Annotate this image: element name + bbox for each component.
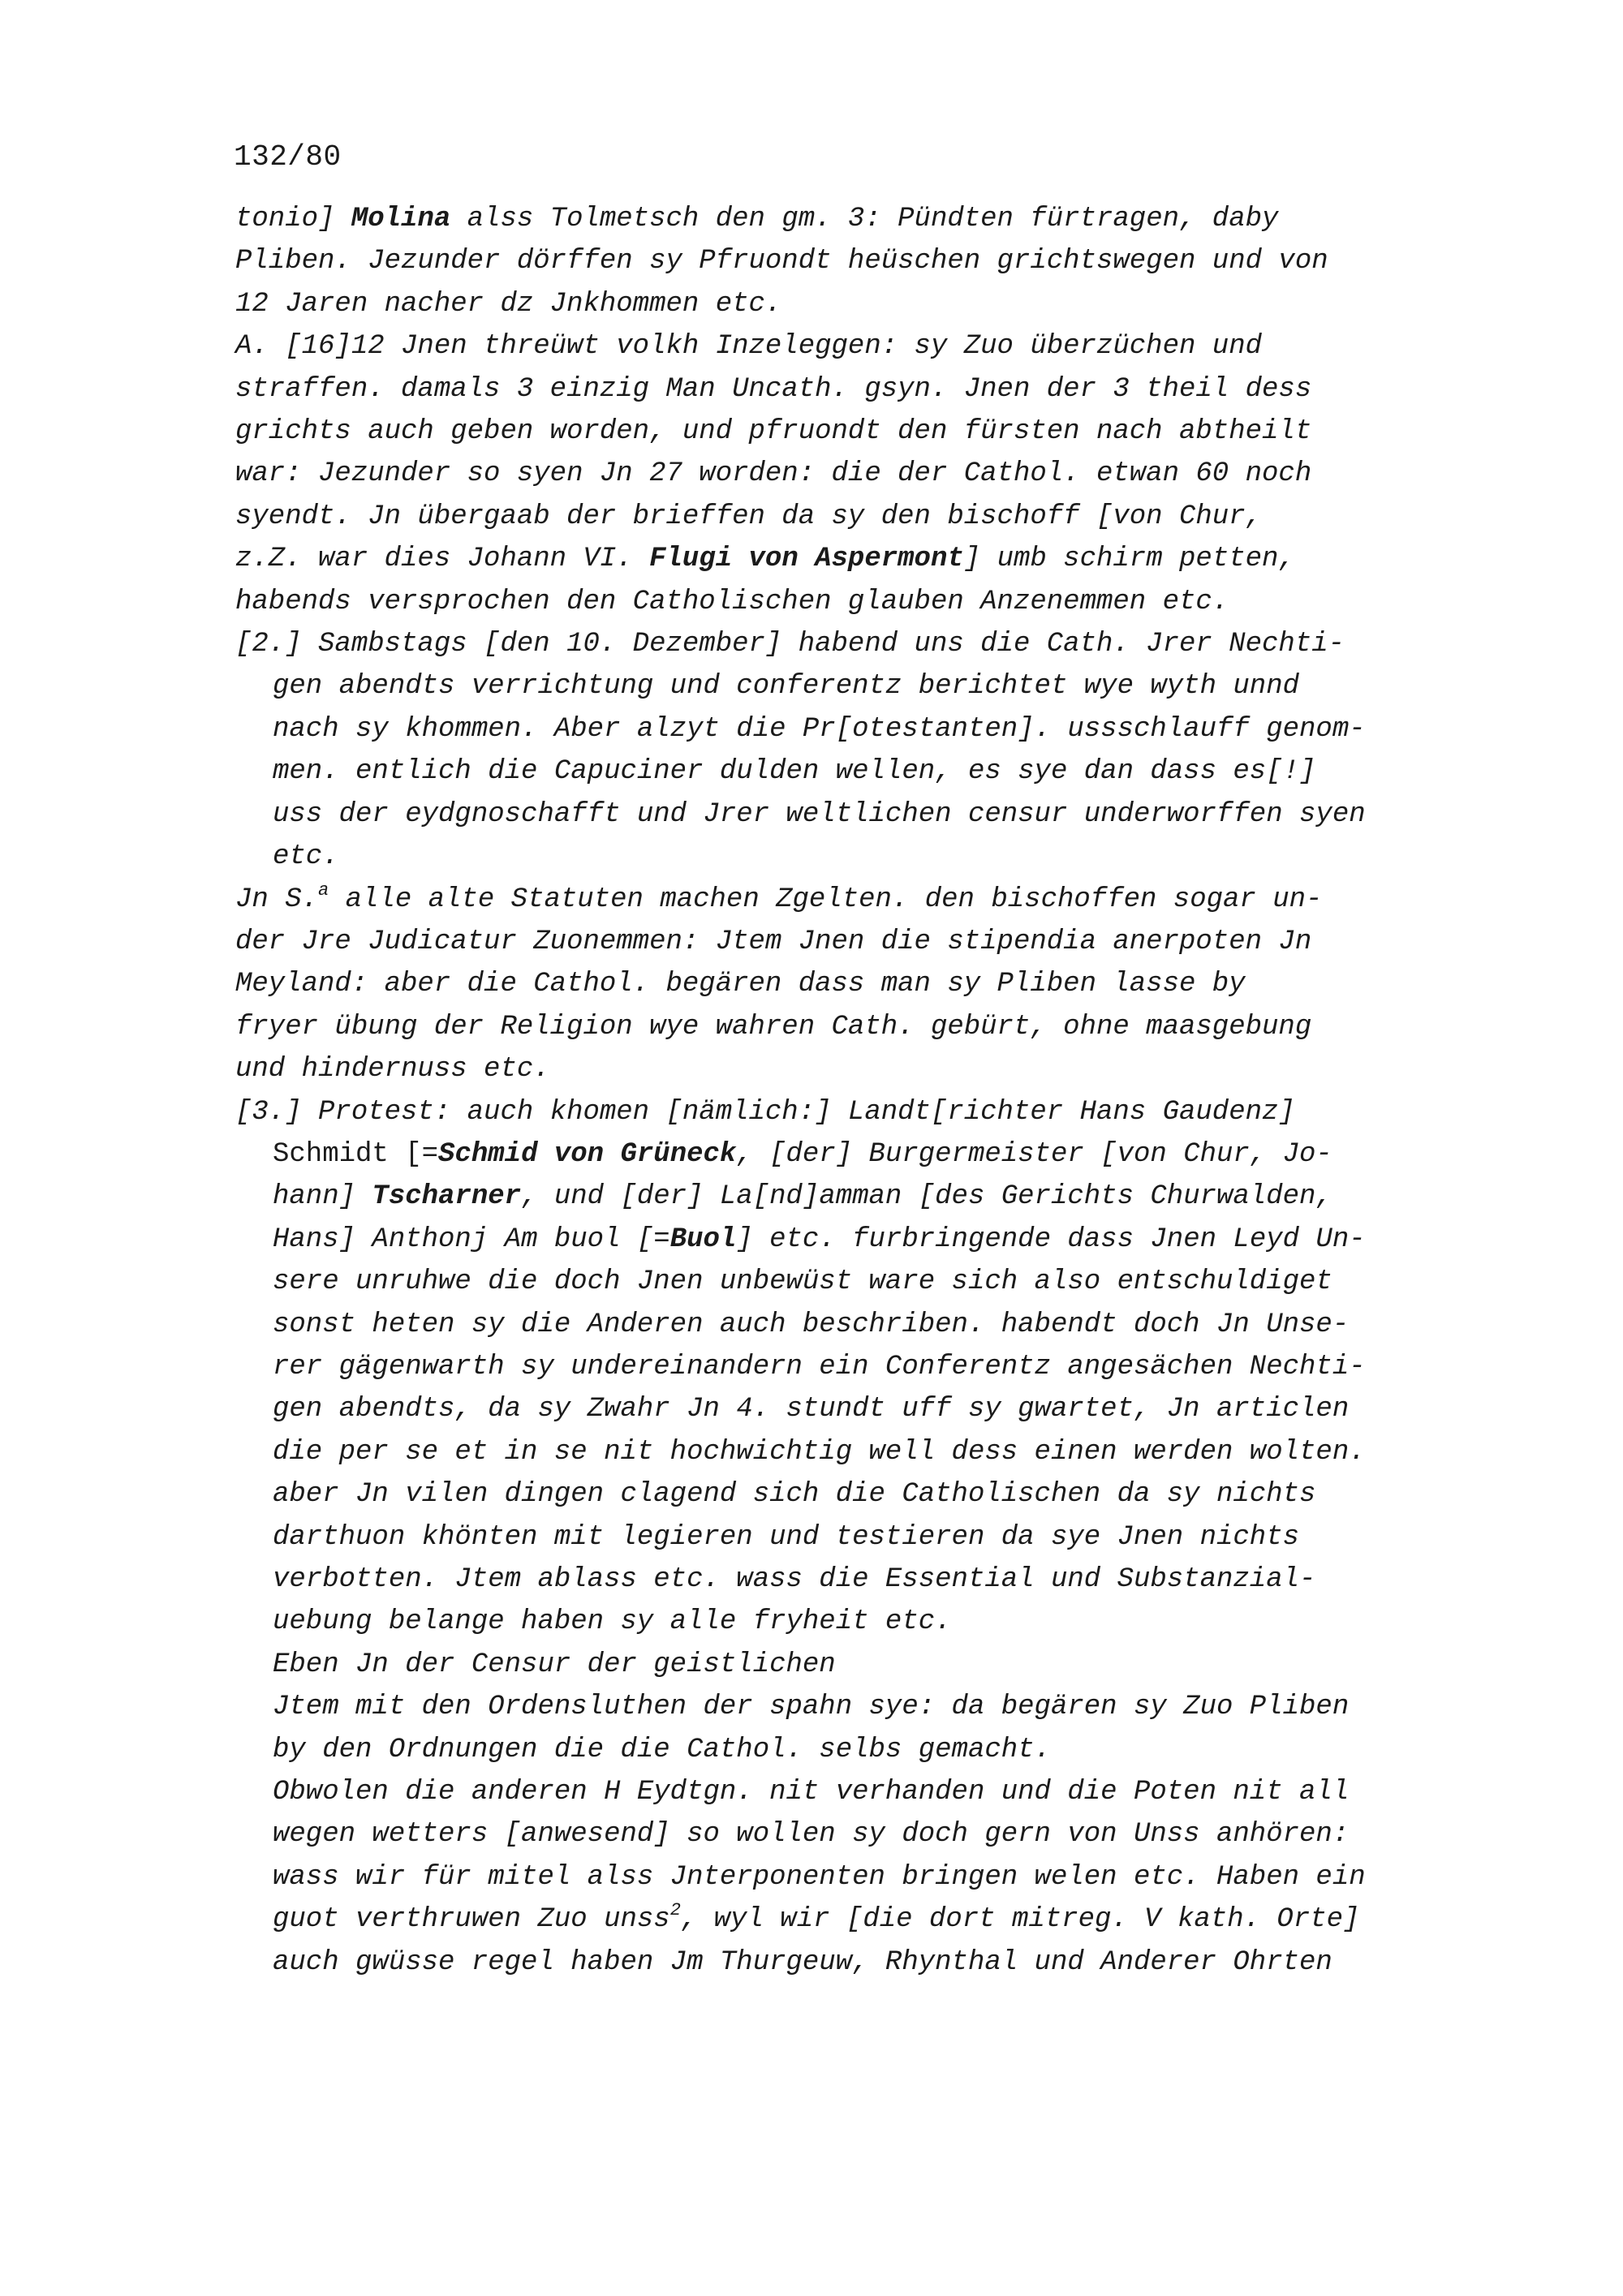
- text-line: hann] Tscharner, und [der] La[nd]amman [des Gerichts Churwalden,: [273, 1181, 1332, 1213]
- text-line: habends versprochen den Catholischen glauben Anzenemmen etc.: [235, 586, 1229, 617]
- text-line: by den Ordnungen die die Cathol. selbs gemacht.: [273, 1734, 1051, 1765]
- paragraph-obwolen: [235, 1771, 1485, 1984]
- text-line: [2.] Sambstags [den 10. Dezember] habend uns die Cath. Jrer Nechti-: [235, 629, 1345, 660]
- text-line: tonio] Molina alss Tolmetsch den gm. 3: Pündten fürtragen, daby: [235, 204, 1279, 234]
- text-line: uebung belange haben sy alle fryheit etc.: [273, 1606, 952, 1638]
- superscript: a: [318, 879, 329, 901]
- text-line: 12 Jaren nacher dz Jnkhommen etc.: [235, 288, 782, 320]
- paragraph-censur: [235, 1644, 1485, 1686]
- text-line: verbotten. Jtem ablass etc. wass die Essential und Substanzial-: [273, 1564, 1316, 1595]
- paragraph-item-2: [235, 623, 1485, 878]
- text-line: rer gägenwarth sy undereinandern ein Conferentz angesächen Nechti-: [273, 1351, 1366, 1382]
- text-line: etc.: [273, 841, 339, 873]
- text-line: und hindernuss etc.: [235, 1054, 550, 1086]
- text-line: nach sy khommen. Aber alzyt die Pr[otestanten]. ussschlauff genom-: [273, 713, 1366, 745]
- text-line: Meyland: aber die Cathol. begären dass man sy Pliben lasse by: [235, 969, 1246, 1000]
- footnote-marker: 2: [669, 1900, 681, 1921]
- text-line: straffen. damals 3 einzig Man Uncath. gsyn. Jnen der 3 theil dess: [235, 373, 1312, 405]
- text-line: wegen wetters [anwesend] so wollen sy doch gern von Unss anhören:: [273, 1819, 1350, 1851]
- paragraph-ordensluthen: [235, 1686, 1485, 1771]
- page-number: 132/80: [234, 140, 342, 174]
- text-line: gen abendts verrichtung und conferentz berichtet wye wyth unnd: [273, 671, 1300, 703]
- text-line: grichts auch geben worden, und pfruondt den fürsten nach abtheilt: [235, 416, 1312, 448]
- text-line: die per se et in se nit hochwichtig well dess einen werden wolten.: [273, 1436, 1366, 1468]
- text-line: A. [16]12 Jnen threüwt volkh Inzeleggen: sy Zuo überzüchen und: [235, 331, 1263, 363]
- person-name: Tscharner: [372, 1181, 522, 1213]
- text-line: z.Z. war dies Johann VI. Flugi von Aspermont] umb schirm petten,: [235, 544, 1295, 575]
- text-line: Jn S.$^a$ alle alte Statuten machen Zgelten. den bischoffen sogar un-: [235, 879, 1323, 915]
- text-line: [3.] Protest: auch khomen [nämlich:] Landt[richter Hans Gaudenz]: [235, 1096, 1295, 1128]
- text-line: Pliben. Jezunder dörffen sy Pfruondt heüschen grichtswegen und von: [235, 246, 1328, 277]
- text-line: Obwolen die anderen H Eydtgn. nit verhanden und die Poten nit all: [273, 1777, 1350, 1808]
- text-line: guot verthruwen Zuo unss$^2$, wyl wir [die dort mitreg. V kath. Orte]: [273, 1900, 1360, 1936]
- text-line: uss der eydgnoschafft und Jrer weltlichen censur underworffen syen: [273, 798, 1366, 830]
- text-line: auch gwüsse regel haben Jm Thurgeuw, Rhynthal und Anderer Ohrten: [273, 1946, 1332, 1978]
- person-name: Buol: [669, 1223, 737, 1255]
- text-line: sonst heten sy die Anderen auch beschriben. habendt doch Jn Unse-: [273, 1309, 1350, 1340]
- text-line: men. entlich die Capuciner dulden wellen, es sye dan dass es[!]: [273, 756, 1316, 788]
- text-line: Jtem mit den Ordensluthen der spahn sye: da begären sy Zuo Pliben: [273, 1692, 1350, 1723]
- text-line: wass wir für mitel alss Jnterponenten bringen welen etc. Haben ein: [273, 1861, 1366, 1893]
- person-name: Molina: [351, 204, 451, 234]
- text-line: Hans] Anthonj Am buol [=Buol] etc. furbringende dass Jnen Leyd Un-: [273, 1223, 1366, 1255]
- text-line: gen abendts, da sy Zwahr Jn 4. stundt uff sy gwartet, Jn articlen: [273, 1394, 1350, 1425]
- person-name: Schmid von Grüneck: [438, 1138, 737, 1170]
- paragraph-statuten: [235, 879, 1485, 1091]
- text-line: aber Jn vilen dingen clagend sich die Catholischen da sy nichts: [273, 1479, 1316, 1511]
- person-name: Flugi von Aspermont: [649, 544, 964, 575]
- paragraph-item-3: [235, 1091, 1485, 1644]
- paragraph-1612: [235, 325, 1485, 623]
- paragraph-molina: [235, 198, 1485, 325]
- text-line: der Jre Judicatur Zuonemmen: Jtem Jnen die stipendia anerpoten Jn: [235, 926, 1312, 957]
- text-line: war: Jezunder so syen Jn 27 worden: die der Cathol. etwan 60 noch: [235, 458, 1312, 490]
- text-line: Schmidt [=Schmid von Grüneck, [der] Burgermeister [von Chur, Jo-: [273, 1138, 1332, 1170]
- text-line: Eben Jn der Censur der geistlichen: [273, 1649, 836, 1680]
- text-line: syendt. Jn übergaab der brieffen da sy den bischoff [von Chur,: [235, 501, 1263, 532]
- text-line: fryer übung der Religion wye wahren Cath. gebürt, ohne maasgebung: [235, 1011, 1312, 1043]
- transcription-body: [235, 198, 1485, 1984]
- text-line: sere unruhwe die doch Jnen unbewüst ware sich also entschuldiget: [273, 1266, 1332, 1298]
- text-line: darthuon khönten mit legieren und testieren da sye Jnen nichts: [273, 1521, 1300, 1553]
